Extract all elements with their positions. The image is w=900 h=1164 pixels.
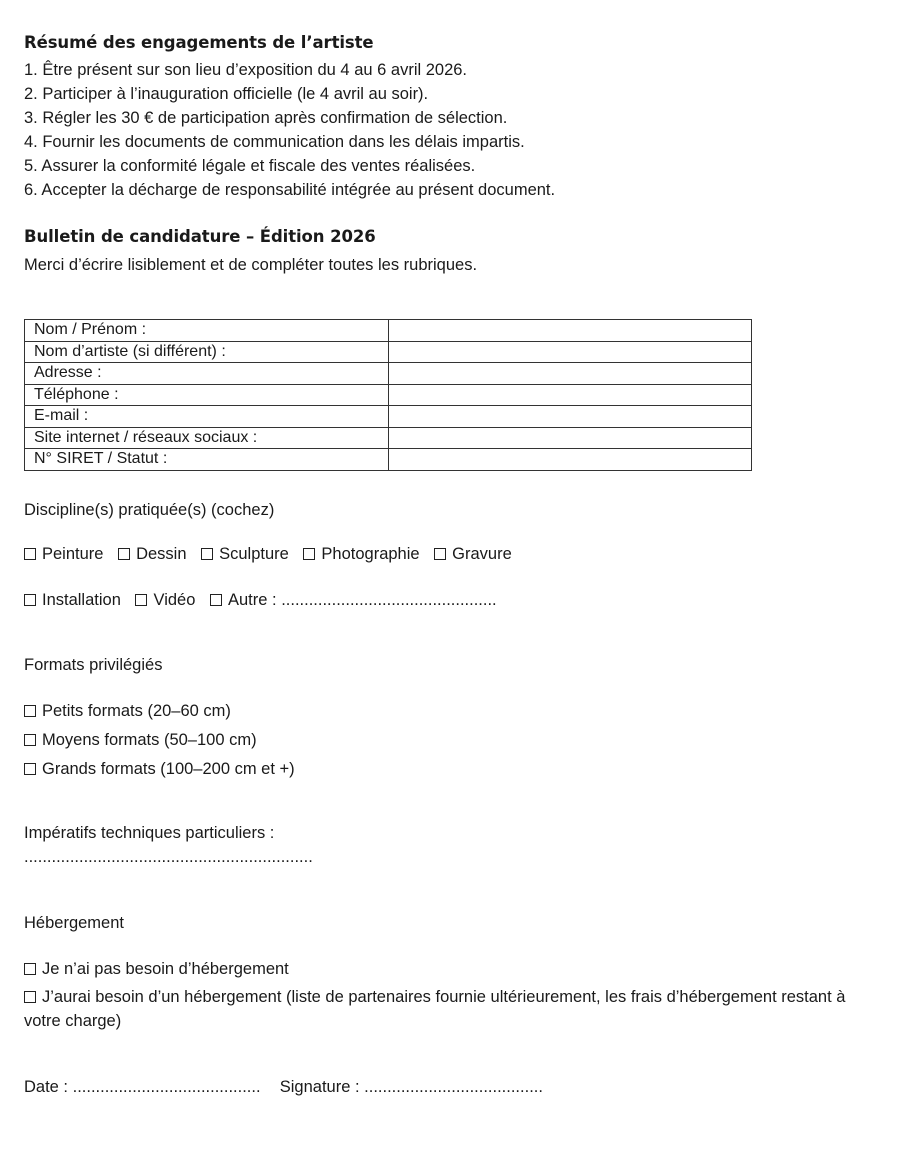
- accommodation-title: Hébergement: [24, 914, 124, 932]
- footer-line: [24, 1078, 543, 1097]
- checkbox-icon[interactable]: [24, 763, 36, 775]
- engagement-item: 5. Assurer la conformité légale et fiscale des ventes réalisées.: [24, 157, 476, 175]
- discipline-option[interactable]: Photographie: [303, 545, 419, 564]
- field-input-siret[interactable]: [389, 449, 752, 471]
- field-input-website[interactable]: [389, 427, 752, 449]
- field-label-email: E-mail :: [25, 406, 389, 428]
- field-label-website: Site internet / réseaux sociaux :: [25, 427, 389, 449]
- table-row: [25, 427, 752, 449]
- checkbox-icon[interactable]: [210, 594, 222, 606]
- bulletin-instructions: Merci d’écrire lisiblement et de compléter toutes les rubriques.: [24, 256, 478, 274]
- table-row: [25, 384, 752, 406]
- date-input[interactable]: .........................................: [72, 1078, 261, 1096]
- checkbox-icon[interactable]: [303, 548, 315, 560]
- bulletin-title: Bulletin de candidature – Édition 2026: [24, 227, 376, 246]
- date-label: Date :: [24, 1078, 73, 1096]
- checkbox-icon[interactable]: [24, 963, 36, 975]
- field-label-name: Nom / Prénom :: [25, 320, 389, 342]
- format-option[interactable]: Moyens formats (50–100 cm): [24, 731, 257, 750]
- format-option[interactable]: Petits formats (20–60 cm): [24, 702, 231, 721]
- field-input-phone[interactable]: [389, 384, 752, 406]
- accommodation-option-yes[interactable]: J’aurai besoin d’un hébergement (liste de partenaires fournie ultérieurement, les frais d’hébergement restant à votre charge): [24, 988, 846, 1030]
- signature-label: Signature :: [279, 1078, 365, 1096]
- table-row: [25, 363, 752, 385]
- discipline-option[interactable]: Peinture: [24, 545, 103, 564]
- checkbox-icon[interactable]: [24, 548, 36, 560]
- checkbox-icon[interactable]: [118, 548, 130, 560]
- table-row: [25, 449, 752, 471]
- technical-input[interactable]: ...............................................................: [24, 848, 313, 866]
- field-label-artist-name: Nom d’artiste (si différent) :: [25, 341, 389, 363]
- engagement-item: 1. Être présent sur son lieu d’exposition du 4 au 6 avril 2026.: [24, 61, 468, 79]
- disciplines-row-2: [24, 591, 497, 610]
- checkbox-icon[interactable]: [201, 548, 213, 560]
- engagement-item: 6. Accepter la décharge de responsabilité intégrée au présent document.: [24, 181, 556, 199]
- disciplines-row-1: [24, 545, 512, 564]
- formats-title: Formats privilégiés: [24, 656, 163, 674]
- field-label-phone: Téléphone :: [25, 384, 389, 406]
- checkbox-icon[interactable]: [24, 594, 36, 606]
- accommodation-option-no[interactable]: Je n’ai pas besoin d’hébergement: [24, 960, 289, 979]
- discipline-option[interactable]: Sculpture: [201, 545, 289, 564]
- disciplines-title: Discipline(s) pratiquée(s) (cochez): [24, 501, 275, 519]
- engagement-item: 3. Régler les 30 € de participation après confirmation de sélection.: [24, 109, 508, 127]
- technical-title: Impératifs techniques particuliers :: [24, 824, 275, 842]
- other-input[interactable]: ...............................................: [281, 591, 497, 609]
- discipline-option[interactable]: Vidéo: [135, 591, 195, 610]
- other-label: Autre :: [227, 591, 282, 609]
- table-row: [25, 341, 752, 363]
- signature-input[interactable]: .......................................: [364, 1078, 543, 1096]
- engagement-item: 4. Fournir les documents de communication dans les délais impartis.: [24, 133, 525, 151]
- discipline-option[interactable]: Dessin: [118, 545, 186, 564]
- checkbox-icon[interactable]: [135, 594, 147, 606]
- discipline-option[interactable]: Installation: [24, 591, 121, 610]
- engagement-item: 2. Participer à l’inauguration officielle (le 4 avril au soir).: [24, 85, 429, 103]
- field-input-artist-name[interactable]: [389, 341, 752, 363]
- checkbox-icon[interactable]: [434, 548, 446, 560]
- field-input-email[interactable]: [389, 406, 752, 428]
- checkbox-icon[interactable]: [24, 705, 36, 717]
- field-input-address[interactable]: [389, 363, 752, 385]
- discipline-option[interactable]: Gravure: [434, 545, 512, 564]
- field-input-name[interactable]: [389, 320, 752, 342]
- checkbox-icon[interactable]: [24, 991, 36, 1003]
- field-label-siret: N° SIRET / Statut :: [25, 449, 389, 471]
- engagements-title: Résumé des engagements de l’artiste: [24, 33, 374, 52]
- discipline-option-other[interactable]: [210, 591, 497, 610]
- field-label-address: Adresse :: [25, 363, 389, 385]
- checkbox-icon[interactable]: [24, 734, 36, 746]
- table-row: [25, 406, 752, 428]
- table-row: [25, 320, 752, 342]
- format-option[interactable]: Grands formats (100–200 cm et +): [24, 760, 295, 779]
- identity-table: [24, 319, 752, 471]
